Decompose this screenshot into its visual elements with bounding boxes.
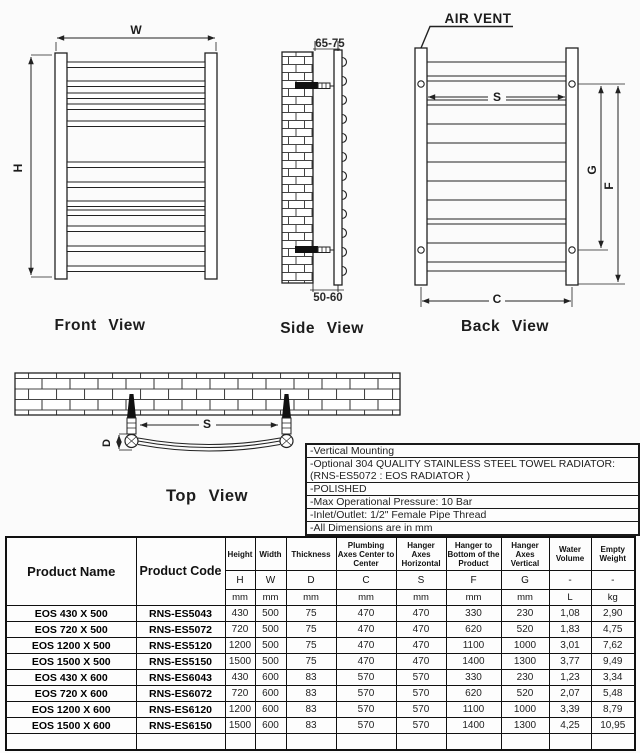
cell-value: 1100	[446, 702, 501, 718]
cell-product-name: EOS 720 X 500	[6, 622, 136, 638]
top-s-dim-label: S	[202, 417, 212, 431]
cell-value: 520	[501, 622, 549, 638]
note-vertical-mounting: -Vertical Mounting	[307, 445, 638, 458]
cell-product-name: EOS 720 X 600	[6, 686, 136, 702]
cell-value: 470	[336, 606, 396, 622]
cell-value: 500	[255, 638, 286, 654]
air-vent-label: AIR VENT	[444, 11, 512, 26]
table-row	[6, 734, 635, 750]
cell-value: 570	[396, 670, 446, 686]
cell-value: 1,08	[549, 606, 591, 622]
cell-value	[336, 734, 396, 750]
top-view-label: Top View	[166, 487, 248, 505]
cell-value: 230	[501, 670, 549, 686]
hanger-holes	[418, 81, 575, 253]
back-g-dim-label: G	[585, 165, 599, 175]
table-row	[6, 702, 635, 718]
top-curved-bar	[138, 438, 280, 451]
col-header-title-5: Hanger to Bottom of the Product	[446, 537, 501, 571]
col-header-unit-1: mm	[255, 590, 286, 606]
cell-value: 1400	[446, 718, 501, 734]
front-right-rail	[205, 53, 217, 279]
cell-value: 720	[225, 686, 255, 702]
cell-value: 600	[255, 686, 286, 702]
cell-value: 570	[336, 686, 396, 702]
note-max-pressure: -Max Operational Pressure: 10 Bar	[307, 496, 638, 509]
cell-value: 3,34	[591, 670, 635, 686]
cell-product-name: EOS 430 X 500	[6, 606, 136, 622]
cell-value	[549, 734, 591, 750]
cell-value: 600	[255, 702, 286, 718]
cell-value: 4,25	[549, 718, 591, 734]
back-view	[415, 11, 625, 335]
cell-value: 520	[501, 686, 549, 702]
cell-value: 720	[225, 622, 255, 638]
col-header-unit-8: kg	[591, 590, 635, 606]
cell-value: 1300	[501, 654, 549, 670]
front-height-dim-label: H	[11, 163, 25, 173]
cell-value: 570	[396, 702, 446, 718]
cell-value: 3,01	[549, 638, 591, 654]
note-optional-material: -Optional 304 QUALITY STAINLESS STEEL TOWEL RADIATOR: (RNS-ES5072 : EOS RADIATOR )	[307, 458, 638, 483]
col-header-product-name: Product Name	[6, 537, 136, 606]
side-top-bracket	[295, 82, 334, 89]
cell-value	[501, 734, 549, 750]
cell-value: 75	[286, 654, 336, 670]
col-header-unit-4: mm	[396, 590, 446, 606]
cell-product-name	[6, 734, 136, 750]
notes-box	[305, 443, 640, 536]
col-header-title-7: Water Volume	[549, 537, 591, 571]
cell-value: 1500	[225, 654, 255, 670]
cell-value: 470	[396, 606, 446, 622]
col-header-symbol-6: G	[501, 571, 549, 590]
cell-value: 1200	[225, 702, 255, 718]
top-wall	[15, 373, 400, 415]
cell-value: 330	[446, 670, 501, 686]
note-inlet-outlet: -Inlet/Outlet: 1/2" Female Pipe Thread	[307, 509, 638, 522]
spec-table-wrapper	[5, 536, 636, 751]
cell-value: 570	[396, 686, 446, 702]
cell-value: 620	[446, 622, 501, 638]
cell-value	[225, 734, 255, 750]
col-header-symbol-2: D	[286, 571, 336, 590]
cell-value: 470	[336, 638, 396, 654]
cell-value	[396, 734, 446, 750]
cell-value: 600	[255, 670, 286, 686]
cell-product-name: EOS 1500 X 600	[6, 718, 136, 734]
cell-product-code: RNS-ES6043	[136, 670, 225, 686]
front-width-dim-label: W	[130, 23, 142, 37]
side-radiator-tube	[334, 50, 342, 285]
cell-value	[446, 734, 501, 750]
col-header-title-2: Thickness	[286, 537, 336, 571]
cell-product-code	[136, 734, 225, 750]
cell-value: 83	[286, 718, 336, 734]
cell-value: 1,23	[549, 670, 591, 686]
cell-value: 430	[225, 606, 255, 622]
cell-value: 470	[396, 638, 446, 654]
cell-value: 570	[396, 718, 446, 734]
front-view-label: Front View	[54, 317, 146, 334]
cell-value: 500	[255, 622, 286, 638]
cell-value: 1100	[446, 638, 501, 654]
cell-value: 1400	[446, 654, 501, 670]
cell-product-code: RNS-ES5120	[136, 638, 225, 654]
cell-value: 570	[336, 670, 396, 686]
col-header-symbol-7: -	[549, 571, 591, 590]
table-row	[6, 686, 635, 702]
cell-value: 7,62	[591, 638, 635, 654]
spec-table-header	[6, 537, 635, 606]
cell-product-name: EOS 430 X 600	[6, 670, 136, 686]
cell-value: 1,83	[549, 622, 591, 638]
col-header-unit-2: mm	[286, 590, 336, 606]
side-wall-gap-top-label: 65-75	[315, 38, 345, 50]
table-row	[6, 606, 635, 622]
side-view-label: Side View	[280, 320, 364, 337]
cell-value: 4,75	[591, 622, 635, 638]
air-vent-leader-line	[421, 27, 513, 49]
back-c-dim-label: C	[492, 292, 502, 306]
cell-value: 75	[286, 622, 336, 638]
cell-product-code: RNS-ES6150	[136, 718, 225, 734]
col-header-title-6: Hanger Axes Vertical	[501, 537, 549, 571]
spec-table	[5, 536, 636, 751]
col-header-unit-3: mm	[336, 590, 396, 606]
col-header-symbol-0: H	[225, 571, 255, 590]
side-view	[280, 38, 364, 337]
col-header-unit-6: mm	[501, 590, 549, 606]
col-header-title-0: Height	[225, 537, 255, 571]
col-header-product-code: Product Code	[136, 537, 225, 606]
cell-product-code: RNS-ES5072	[136, 622, 225, 638]
cell-value: 470	[336, 622, 396, 638]
table-row	[6, 654, 635, 670]
side-wall-gap-bottom-label: 50-60	[313, 292, 343, 304]
col-header-title-3: Plumbing Axes Center to Center	[336, 537, 396, 571]
cell-product-name: EOS 1200 X 500	[6, 638, 136, 654]
cell-value: 83	[286, 686, 336, 702]
col-header-title-4: Hanger Axes Horizontal	[396, 537, 446, 571]
cell-value: 83	[286, 670, 336, 686]
cell-product-name: EOS 1200 X 600	[6, 702, 136, 718]
col-header-unit-0: mm	[225, 590, 255, 606]
cell-product-code: RNS-ES6120	[136, 702, 225, 718]
cell-value: 330	[446, 606, 501, 622]
back-s-dim-label: S	[492, 90, 502, 104]
table-row	[6, 622, 635, 638]
cell-value: 2,07	[549, 686, 591, 702]
cell-value	[591, 734, 635, 750]
col-header-symbol-5: F	[446, 571, 501, 590]
table-row	[6, 670, 635, 686]
cell-value: 2,90	[591, 606, 635, 622]
col-header-unit-5: mm	[446, 590, 501, 606]
col-header-symbol-1: W	[255, 571, 286, 590]
cell-value: 470	[396, 654, 446, 670]
cell-value: 5,48	[591, 686, 635, 702]
col-header-symbol-3: C	[336, 571, 396, 590]
cell-value: 570	[336, 718, 396, 734]
cell-product-code: RNS-ES5150	[136, 654, 225, 670]
col-header-unit-7: L	[549, 590, 591, 606]
front-view	[11, 23, 217, 334]
cell-value: 75	[286, 606, 336, 622]
side-bar-loops	[342, 58, 347, 276]
cell-value: 500	[255, 654, 286, 670]
note-dimensions-unit: -All Dimensions are in mm	[310, 522, 433, 534]
cell-value: 83	[286, 702, 336, 718]
back-f-dim-label: F	[602, 182, 616, 190]
cell-value: 470	[336, 654, 396, 670]
col-header-symbol-8: -	[591, 571, 635, 590]
top-d-dim-label: D	[101, 439, 113, 447]
cell-value: 1500	[225, 718, 255, 734]
cell-value: 500	[255, 606, 286, 622]
cell-value	[286, 734, 336, 750]
cell-value: 1200	[225, 638, 255, 654]
table-header-row-titles	[6, 537, 635, 571]
cell-product-code: RNS-ES5043	[136, 606, 225, 622]
cell-value: 620	[446, 686, 501, 702]
front-bars	[67, 62, 205, 272]
cell-value: 8,79	[591, 702, 635, 718]
spec-table-body	[6, 606, 635, 750]
cell-value: 1000	[501, 702, 549, 718]
cell-value	[255, 734, 286, 750]
col-header-symbol-4: S	[396, 571, 446, 590]
cell-value: 3,39	[549, 702, 591, 718]
col-header-title-8: Empty Weight	[591, 537, 635, 571]
back-view-label: Back View	[461, 318, 549, 335]
side-bottom-bracket	[295, 246, 334, 253]
table-row	[6, 638, 635, 654]
cell-value: 430	[225, 670, 255, 686]
cell-value: 75	[286, 638, 336, 654]
cell-value: 470	[396, 622, 446, 638]
cell-value: 1300	[501, 718, 549, 734]
cell-value: 570	[336, 702, 396, 718]
table-row	[6, 718, 635, 734]
col-header-title-1: Width	[255, 537, 286, 571]
note-polished: -POLISHED	[307, 483, 638, 496]
cell-value: 10,95	[591, 718, 635, 734]
cell-product-name: EOS 1500 X 500	[6, 654, 136, 670]
cell-value: 9,49	[591, 654, 635, 670]
cell-value: 600	[255, 718, 286, 734]
cell-product-code: RNS-ES6072	[136, 686, 225, 702]
cell-value: 1000	[501, 638, 549, 654]
cell-value: 230	[501, 606, 549, 622]
cell-value: 3,77	[549, 654, 591, 670]
front-left-rail	[55, 53, 67, 279]
